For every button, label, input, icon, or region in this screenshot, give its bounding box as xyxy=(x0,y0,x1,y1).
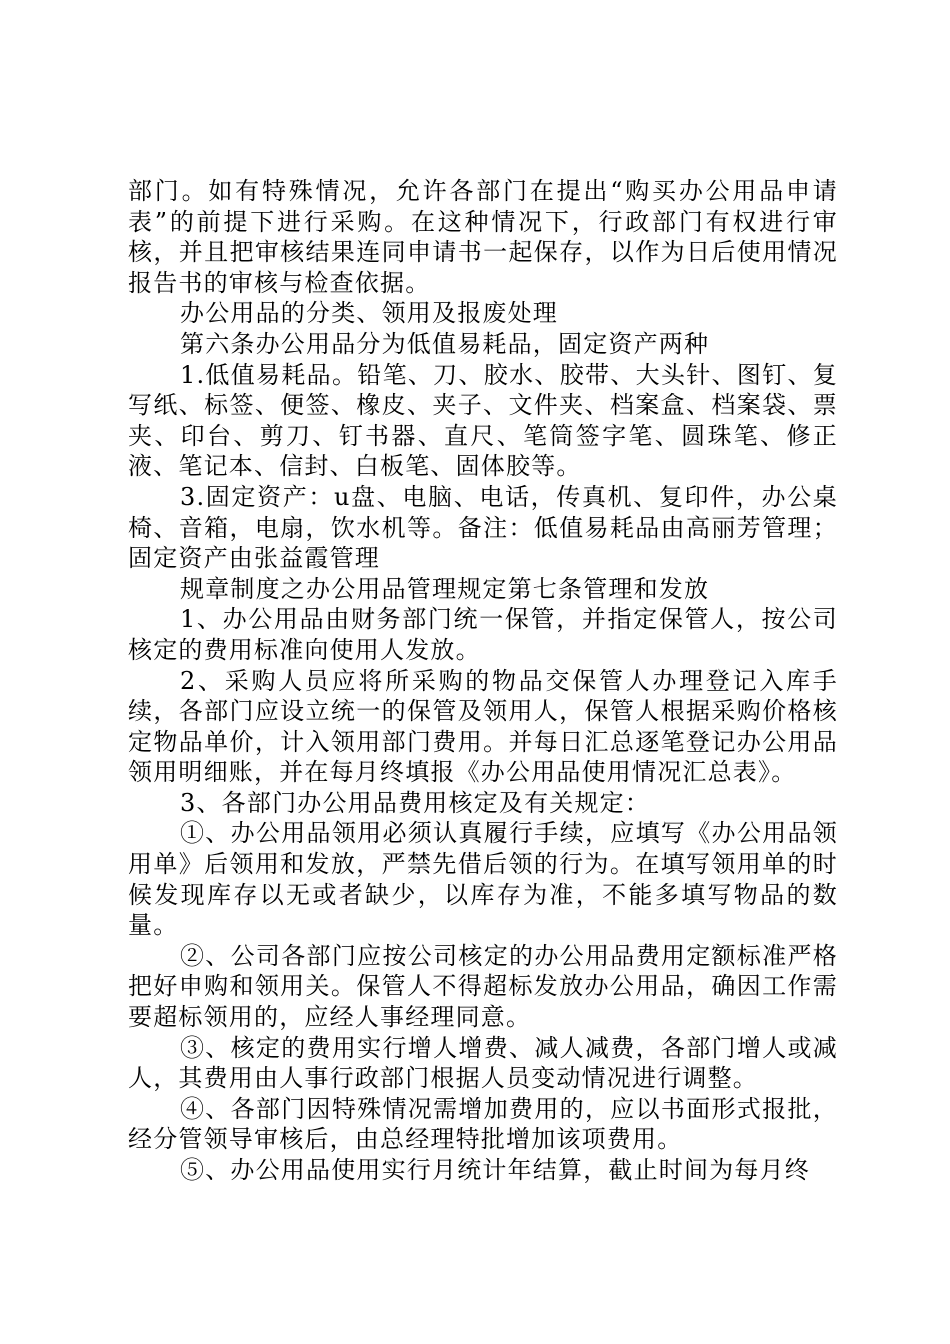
document-page xyxy=(128,176,838,1186)
paragraph-intro: 部门。如有特殊情况，允许各部门在提出“购买办公用品申请表”的前提下进行采购。在这种情况下，行政部门有权进行审核，并且把审核结果连同申请书一起保存，以作为日后使用情况报告书的审核与检查依据。 xyxy=(128,177,838,297)
rule-1-custody: 1、办公用品由财务部门统一保管，并指定保管人，按公司核定的费用标准向使用人发放。 xyxy=(128,605,838,664)
article-six: 第六条办公用品分为低值易耗品，固定资产两种 xyxy=(180,329,710,358)
section-heading-classification: 办公用品的分类、领用及报废处理 xyxy=(180,299,558,328)
rule-2-purchase: 2、采购人员应将所采购的物品交保管人办理登记入库手续，各部门应设立统一的保管及领用人，保管人根据采购价格核定物品单价，计入领用部门费用。并每日汇总逐笔登记办公用品领用明细账，并在每月终填报《办公用品使用情况汇总表》。 xyxy=(128,666,838,787)
item-fixed-assets: 3.固定资产：u盘、电脑、电话，传真机、复印件，办公桌椅、音箱，电扇，饮水机等。备注：低值易耗品由高丽芳管理；固定资产由张益霞管理 xyxy=(128,482,838,573)
subrule-4-special-cases: ④、各部门因特殊情况需增加费用的，应以书面形式报批，经分管领导审核后，由总经理特批增加该项费用。 xyxy=(128,1094,838,1154)
item-low-value-consumables: 1.低值易耗品。铅笔、刀、胶水、胶带、大头针、图钉、复写纸、标签、便签、橡皮、夹子、文件夹、档案盒、档案袋、票夹、印台、剪刀、钉书器、直尺、笔筒签字笔、圆珠笔、修正液、笔记本、信封、白板笔、固体胶等。 xyxy=(128,360,838,481)
subrule-5-settlement: ⑤、办公用品使用实行月统计年结算，截止时间为每月终 xyxy=(180,1156,810,1184)
article-seven-heading: 规章制度之办公用品管理规定第七条管理和发放 xyxy=(180,574,710,603)
rule-3-cost-approval: 3、各部门办公用品费用核定及有关规定： xyxy=(180,788,651,817)
subrule-1-requisition: ①、办公用品领用必须认真履行手续，应填写《办公用品领用单》后领用和发放，严禁先借后领的行为。在填写领用单的时候发现库存以无或者缺少，以库存为准，不能多填写物品的数量。 xyxy=(128,819,838,940)
subrule-2-quota: ②、公司各部门应按公司核定的办公用品费用定额标准严格把好申购和领用关。保管人不得超标发放办公用品，确因工作需要超标领用的，应经人事经理同意。 xyxy=(128,941,838,1032)
subrule-3-staff-change: ③、核定的费用实行增人增费、减人减费，各部门增人或减人，其费用由人事行政部门根据人员变动情况进行调整。 xyxy=(128,1033,838,1093)
